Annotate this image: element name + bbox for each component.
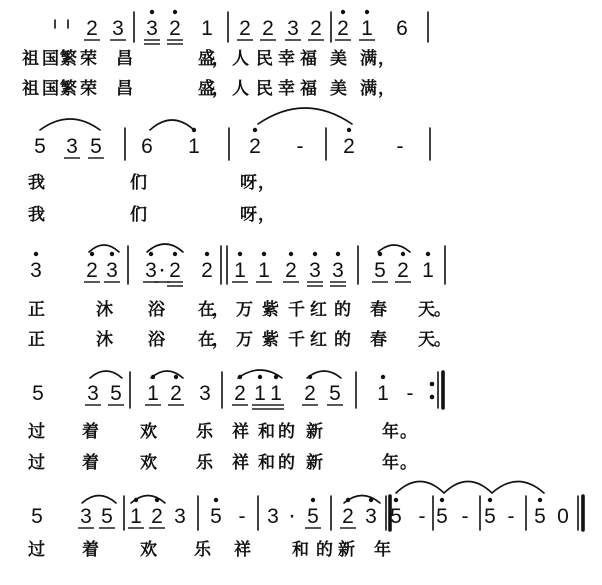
note: 3: [146, 17, 158, 40]
slur: [82, 496, 116, 504]
high-octave-dot: [341, 10, 345, 14]
high-octave-dot: [313, 252, 317, 256]
note: 2: [285, 259, 297, 282]
lyric-char: 人: [232, 79, 249, 99]
high-octave-dot: [155, 498, 159, 502]
lyric-char: 和: [258, 453, 275, 473]
lyric-char: 乐: [196, 422, 213, 442]
high-octave-dot: [110, 252, 114, 256]
lyric-char: 着: [82, 453, 99, 473]
lyric-char: 紫: [262, 300, 279, 320]
lyric-char: 祥: [234, 540, 251, 560]
lyric-char: 年: [382, 453, 399, 473]
lyric-char: 天: [418, 300, 435, 320]
note: 2: [343, 135, 355, 158]
lyric-char: 荣: [80, 49, 97, 69]
slur: [90, 371, 122, 378]
lyric-char: 美: [330, 79, 347, 99]
note: 0: [557, 505, 569, 528]
note: 1: [377, 382, 389, 405]
high-octave-dot: [205, 252, 209, 256]
dash-note: -: [238, 505, 246, 528]
lyric-char: 过: [28, 422, 45, 442]
high-octave-dot: [258, 375, 262, 379]
high-octave-dot: [174, 375, 178, 379]
lyric-char: 沐: [96, 330, 113, 350]
high-octave-dot: [238, 375, 242, 379]
lyric-char: 过: [28, 540, 45, 560]
note: 2: [310, 17, 322, 40]
note: ·: [158, 256, 166, 283]
high-octave-dot: [34, 252, 38, 256]
high-octave-dot: [488, 498, 492, 502]
high-octave-dot: [440, 498, 444, 502]
lyric-char: 年: [374, 540, 391, 560]
lyric-char: 红: [310, 300, 327, 320]
note: ·: [288, 502, 296, 529]
note: 2: [86, 17, 98, 40]
high-octave-dot: [381, 375, 385, 379]
note: 5: [436, 505, 448, 528]
note: 1: [147, 382, 159, 405]
note: 5: [34, 135, 46, 158]
note: 1: [234, 259, 246, 282]
lyric-char: 的: [278, 453, 295, 473]
note: 5: [31, 505, 43, 528]
lyric-char: ，: [378, 79, 395, 99]
note: 3: [112, 17, 124, 40]
tick-mark: [55, 20, 68, 28]
high-octave-dot: [336, 252, 340, 256]
slur: [147, 244, 183, 252]
lyric-char: 繁: [60, 49, 77, 69]
note: 2: [170, 382, 182, 405]
high-octave-dot: [401, 252, 405, 256]
note: 1: [258, 259, 270, 282]
lyric-char: 昌: [116, 79, 133, 99]
lyric-char: 福: [300, 79, 317, 99]
lyric-char: 春: [370, 330, 387, 350]
slur: [40, 119, 100, 130]
lyric-char: 新: [306, 453, 323, 473]
lyric-char: 们: [130, 205, 147, 225]
note: 5: [390, 505, 402, 528]
note: 1: [201, 17, 213, 40]
lyric-char: 盛: [198, 79, 215, 99]
lyric-char: ，: [258, 205, 275, 225]
note: 2: [201, 259, 213, 282]
tie: [396, 482, 544, 494]
note: 2: [169, 17, 181, 40]
dash-note: -: [507, 505, 515, 528]
lyric-char: 着: [82, 540, 99, 560]
lyric-char: 和: [292, 540, 309, 560]
dash-note: -: [418, 505, 426, 528]
lyric-char: 祖: [22, 79, 39, 99]
lyric-char: 春: [370, 300, 387, 320]
lyric-char: 祥: [232, 422, 249, 442]
high-octave-dot: [365, 10, 369, 14]
slur: [378, 245, 410, 252]
lyric-char: 年: [382, 422, 399, 442]
note: 5: [110, 382, 122, 405]
lyric-char: 美: [330, 49, 347, 69]
note: 2: [151, 505, 163, 528]
note: 5: [101, 505, 113, 528]
repeat-dot: [430, 395, 435, 400]
high-octave-dot: [253, 128, 257, 132]
lyric-char: 千: [288, 300, 305, 320]
lyric-char: 国: [42, 79, 59, 99]
high-octave-dot: [262, 252, 266, 256]
high-octave-dot: [378, 252, 382, 256]
lyric-char: 满: [360, 79, 377, 99]
note: 3: [199, 382, 211, 405]
note: 1: [130, 505, 142, 528]
lyric-char: 正: [28, 300, 45, 320]
high-octave-dot: [346, 498, 350, 502]
lyric-char: 和: [258, 422, 275, 442]
note: 2: [249, 135, 261, 158]
lyric-char: 呀: [240, 205, 257, 225]
note: 5: [484, 505, 496, 528]
lyric-char: 的: [334, 330, 351, 350]
lyric-char: 满: [360, 49, 377, 69]
note: 3: [87, 382, 99, 405]
note: 3: [174, 505, 186, 528]
lyric-char: 千: [288, 330, 305, 350]
high-octave-dot: [90, 252, 94, 256]
note: 5: [307, 505, 319, 528]
high-octave-dot: [426, 252, 430, 256]
note: 1: [270, 382, 282, 405]
note: 1: [188, 135, 200, 158]
high-octave-dot: [214, 498, 218, 502]
lyric-char: 幸: [278, 79, 295, 99]
dash-note: -: [296, 135, 304, 158]
note: 1: [254, 382, 266, 405]
high-octave-dot: [192, 128, 196, 132]
lyric-char: 人: [232, 49, 249, 69]
lyric-char: 民: [256, 49, 273, 69]
high-octave-dot: [151, 375, 155, 379]
note: 1: [422, 259, 434, 282]
lyric-char: 幸: [278, 49, 295, 69]
lyric-char: 国: [42, 49, 59, 69]
lyric-char: 祖: [22, 49, 39, 69]
note: 2: [262, 17, 274, 40]
high-octave-dot: [347, 128, 351, 132]
high-octave-dot: [308, 375, 312, 379]
note: 3: [287, 17, 299, 40]
note: 3: [80, 505, 92, 528]
lyric-char: 的: [334, 300, 351, 320]
lyric-char: 盛: [198, 49, 215, 69]
lyric-char: ，: [378, 49, 395, 69]
lyric-char: 昌: [116, 49, 133, 69]
note: 5: [90, 135, 102, 158]
note: 3: [106, 259, 118, 282]
lyric-char: 沐: [96, 300, 113, 320]
slur: [89, 245, 119, 252]
note: 6: [396, 17, 408, 40]
repeat-dots: [430, 382, 435, 400]
lyric-char: 的: [316, 540, 333, 560]
note: 2: [86, 259, 98, 282]
lyric-char: 的: [278, 422, 295, 442]
lyric-char: 过: [28, 453, 45, 473]
note: 5: [329, 382, 341, 405]
lyric-char: 万: [236, 300, 253, 320]
note: 2: [397, 259, 409, 282]
high-octave-dot: [173, 10, 177, 14]
lyric-char: 在: [198, 330, 215, 350]
note: 5: [32, 382, 44, 405]
note: 1: [361, 17, 373, 40]
lyric-char: 红: [310, 330, 327, 350]
bar-line: [125, 128, 430, 160]
tie: [258, 108, 352, 124]
high-octave-dot: [394, 498, 398, 502]
note: 2: [169, 259, 181, 282]
note: 2: [304, 382, 316, 405]
lyric-char: 呀: [240, 173, 257, 193]
lyric-char: ，: [258, 173, 275, 193]
lyric-char: ，: [212, 330, 229, 350]
note: 3: [365, 505, 377, 528]
lyric-char: 着: [82, 422, 99, 442]
lyric-char: 欢: [140, 540, 157, 560]
lyric-char: 在: [198, 300, 215, 320]
dash-note: -: [406, 382, 414, 405]
lyric-char: 民: [256, 79, 273, 99]
high-octave-dot: [173, 252, 177, 256]
slur: [151, 371, 183, 378]
lyric-char: 欢: [140, 422, 157, 442]
note: 2: [342, 505, 354, 528]
note: 2: [337, 17, 349, 40]
note: 3: [30, 259, 42, 282]
high-octave-dot: [538, 498, 542, 502]
repeat-dot: [430, 382, 435, 387]
note: 2: [234, 382, 246, 405]
lyric-char: 浴: [148, 330, 165, 350]
high-octave-dot: [274, 375, 278, 379]
slur: [150, 120, 194, 130]
high-octave-dot: [134, 498, 138, 502]
lyric-char: 祥: [232, 453, 249, 473]
high-octave-dot: [149, 252, 153, 256]
lyric-char: 浴: [148, 300, 165, 320]
lyric-char: 新: [306, 422, 323, 442]
dash-note: -: [396, 135, 404, 158]
high-octave-dot: [369, 498, 373, 502]
dash-note: -: [461, 505, 469, 528]
lyric-char: 我: [28, 173, 45, 193]
lyric-char: 繁: [60, 79, 77, 99]
notes-layer: [22, 10, 569, 560]
lyric-char: 。: [434, 330, 451, 350]
high-octave-dot: [150, 10, 154, 14]
lyric-char: 们: [130, 173, 147, 193]
note: 3: [267, 505, 279, 528]
lyric-char: 万: [236, 330, 253, 350]
high-octave-dot: [311, 498, 315, 502]
high-octave-dot: [289, 252, 293, 256]
lyric-char: ，: [212, 49, 229, 69]
lyric-char: 乐: [194, 540, 211, 560]
lyric-char: ，: [212, 79, 229, 99]
lyric-char: 我: [28, 205, 45, 225]
lyric-char: 。: [400, 422, 417, 442]
lyric-char: 紫: [262, 330, 279, 350]
note: 5: [210, 505, 222, 528]
note: 2: [239, 17, 251, 40]
lyric-char: 福: [300, 49, 317, 69]
lyric-char: 新: [338, 540, 355, 560]
lyric-char: 天: [418, 330, 435, 350]
lyric-char: 欢: [140, 453, 157, 473]
note: 6: [141, 135, 153, 158]
note: 3: [66, 135, 78, 158]
lyric-char: ，: [212, 300, 229, 320]
lyric-char: 。: [434, 300, 451, 320]
note: 5: [374, 259, 386, 282]
lyric-char: 乐: [196, 453, 213, 473]
note: 3: [332, 259, 344, 282]
note: 3: [309, 259, 321, 282]
note: 3: [145, 259, 157, 282]
note: 5: [534, 505, 546, 528]
lyric-char: 正: [28, 330, 45, 350]
lyric-char: 。: [400, 453, 417, 473]
lyric-char: 荣: [80, 79, 97, 99]
high-octave-dot: [238, 252, 242, 256]
